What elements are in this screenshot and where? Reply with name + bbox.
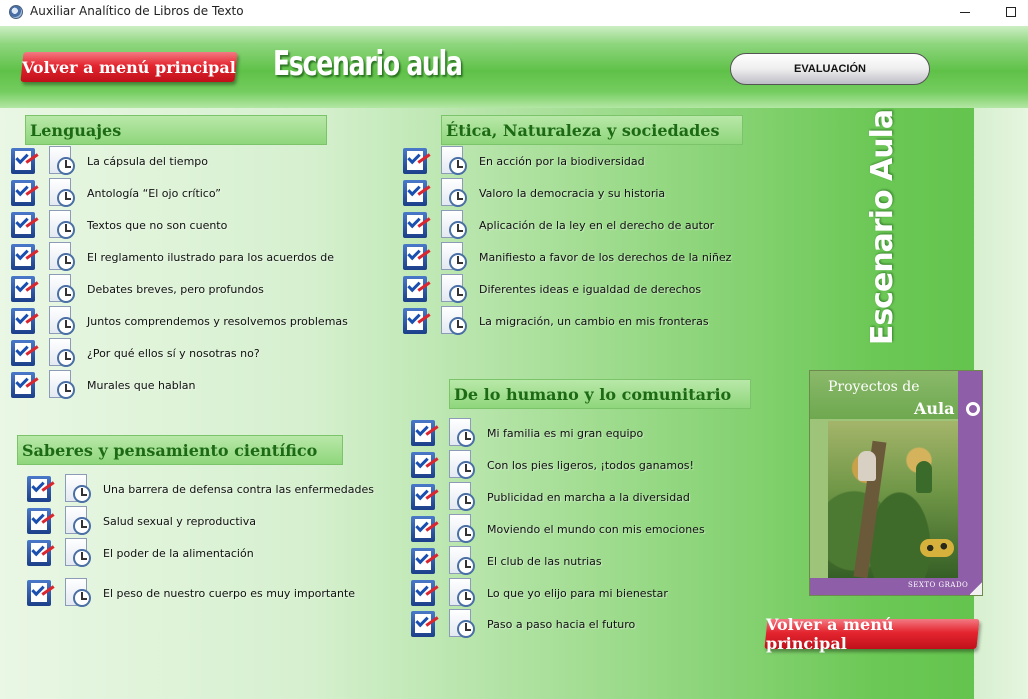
section-header-etica: Ética, Naturaleza y sociedades (441, 115, 743, 145)
evaluation-check-icon[interactable] (401, 242, 431, 272)
activity-item-label: Lo que yo elijo para mi bienestar (487, 586, 668, 600)
cover-illustration (828, 421, 958, 578)
activity-item[interactable] (9, 177, 221, 209)
evaluation-check-icon[interactable] (401, 306, 431, 336)
activity-item[interactable] (401, 241, 731, 273)
window-titlebar (0, 0, 1028, 24)
activity-item-label: La migración, un cambio en mis fronteras (479, 314, 709, 328)
activity-item[interactable] (409, 577, 668, 609)
evaluation-check-icon[interactable] (9, 242, 39, 272)
evaluation-check-icon[interactable] (409, 578, 439, 608)
timed-document-icon[interactable] (439, 145, 469, 177)
timed-document-icon[interactable] (439, 273, 469, 305)
evaluation-check-icon[interactable] (401, 146, 431, 176)
back-to-main-menu-button[interactable] (20, 52, 237, 82)
evaluation-check-icon[interactable] (9, 210, 39, 240)
evaluation-check-icon[interactable] (9, 338, 39, 368)
back-button-bottom-label: Volver a menú principal (766, 615, 894, 653)
activity-item-label: Valoro la democracia y su historia (479, 186, 666, 200)
back-button-label: Volver a menú principal (22, 57, 236, 77)
activity-item-label: Una barrera de defensa contra las enfermedades (103, 482, 374, 496)
activity-item[interactable] (409, 481, 690, 513)
timed-document-icon[interactable] (63, 537, 93, 569)
timed-document-icon[interactable] (63, 473, 93, 505)
activity-item[interactable] (9, 369, 195, 401)
timed-document-icon[interactable] (47, 273, 77, 305)
activity-item[interactable] (409, 545, 602, 577)
timed-document-icon[interactable] (63, 577, 93, 609)
activity-item[interactable] (401, 273, 701, 305)
activity-item[interactable] (9, 305, 348, 337)
activity-item-label: Salud sexual y reproductiva (103, 514, 256, 528)
activity-item[interactable] (9, 145, 208, 177)
activity-item-label: Textos que no son cuento (87, 218, 228, 232)
timed-document-icon[interactable] (47, 209, 77, 241)
timed-document-icon[interactable] (447, 608, 477, 640)
evaluation-button[interactable]: EVALUACIÓN (730, 53, 930, 85)
evaluation-check-icon[interactable] (409, 514, 439, 544)
timed-document-icon[interactable] (447, 513, 477, 545)
timed-document-icon[interactable] (439, 177, 469, 209)
activity-item-label: El reglamento ilustrado para los acuerdos de (87, 250, 334, 264)
section-header-saberes: Saberes y pensamiento científico (17, 435, 343, 465)
evaluation-check-icon[interactable] (25, 506, 55, 536)
evaluation-check-icon[interactable] (409, 418, 439, 448)
timed-document-icon[interactable] (47, 145, 77, 177)
activity-item[interactable] (401, 177, 665, 209)
timed-document-icon[interactable] (47, 369, 77, 401)
activity-item[interactable] (25, 577, 355, 609)
activity-item[interactable] (409, 513, 705, 545)
timed-document-icon[interactable] (47, 305, 77, 337)
activity-item-label: El poder de la alimentación (103, 546, 254, 560)
activity-item-label: Murales que hablan (87, 378, 196, 392)
cover-title-line1: Proyectos de (828, 379, 920, 395)
evaluation-check-icon[interactable] (25, 578, 55, 608)
back-to-main-menu-button-bottom[interactable] (764, 615, 979, 653)
activity-item-label: Diferentes ideas e igualdad de derechos (479, 282, 702, 296)
evaluation-check-icon[interactable] (25, 538, 55, 568)
evaluation-check-icon[interactable] (409, 546, 439, 576)
timed-document-icon[interactable] (447, 449, 477, 481)
activity-item[interactable] (9, 241, 334, 273)
evaluation-check-icon[interactable] (9, 370, 39, 400)
evaluation-check-icon[interactable] (9, 306, 39, 336)
activity-item-label: Moviendo el mundo con mis emociones (487, 522, 705, 536)
activity-item-label: Aplicación de la ley en el derecho de autor (479, 218, 715, 232)
minimize-icon (960, 12, 970, 13)
timed-document-icon[interactable] (47, 337, 77, 369)
activity-item[interactable] (409, 608, 635, 640)
section-header-humano: De lo humano y lo comunitario (449, 379, 751, 409)
timed-document-icon[interactable] (47, 241, 77, 273)
evaluation-check-icon[interactable] (409, 450, 439, 480)
jaguar-figure (920, 539, 954, 557)
book-cover[interactable] (809, 370, 983, 596)
activity-item[interactable] (401, 209, 714, 241)
activity-item[interactable] (409, 449, 694, 481)
child-figure (916, 461, 932, 493)
evaluation-check-icon[interactable] (25, 474, 55, 504)
evaluation-check-icon[interactable] (401, 210, 431, 240)
section-header-lenguajes: Lenguajes (25, 115, 327, 145)
activity-item-label: Publicidad en marcha a la diversidad (487, 490, 690, 504)
activity-item[interactable] (9, 337, 260, 369)
window-title: Auxiliar Analítico de Libros de Texto (30, 4, 244, 18)
cover-title-line2: Aula (914, 399, 955, 418)
evaluation-check-icon[interactable] (9, 178, 39, 208)
activity-item-label: Manifiesto a favor de los derechos de la niñez (479, 250, 732, 264)
evaluation-check-icon[interactable] (409, 609, 439, 639)
activity-item-label: El peso de nuestro cuerpo es muy importante (103, 586, 356, 600)
activity-item-label: Mi familia es mi gran equipo (487, 426, 644, 440)
activity-item-label: En acción por la biodiversidad (479, 154, 645, 168)
side-title (855, 109, 911, 345)
timed-document-icon[interactable] (447, 481, 477, 513)
activity-item-label: La cápsula del tiempo (87, 154, 208, 168)
maximize-icon (1006, 7, 1016, 17)
timed-document-icon[interactable] (447, 577, 477, 609)
page-title: Escenario aula (273, 44, 462, 84)
activity-item[interactable] (25, 505, 256, 537)
activity-item-label: ¿Por qué ellos sí y nosotras no? (87, 346, 260, 360)
activity-item[interactable] (9, 273, 264, 305)
cover-grade: SEXTO GRADO (908, 581, 969, 589)
activity-item[interactable] (25, 473, 374, 505)
activity-item-label: Antología “El ojo crítico” (87, 186, 221, 200)
cover-corner (970, 581, 982, 595)
timed-document-icon[interactable] (439, 209, 469, 241)
app-icon (9, 5, 23, 19)
activity-item[interactable] (409, 417, 643, 449)
cover-logo-icon (966, 402, 980, 416)
activity-item[interactable] (401, 305, 709, 337)
evaluation-check-icon[interactable] (401, 178, 431, 208)
maximize-button[interactable] (988, 0, 1028, 24)
evaluation-check-icon[interactable] (9, 146, 39, 176)
activity-item-label: Juntos comprendemos y resolvemos problemas (87, 314, 348, 328)
activity-item-label: Con los pies ligeros, ¡todos ganamos! (487, 458, 694, 472)
evaluation-check-icon[interactable] (401, 274, 431, 304)
activity-item-label: Paso a paso hacia el futuro (487, 617, 636, 631)
activity-item[interactable] (25, 537, 254, 569)
activity-item-label: El club de las nutrias (487, 554, 602, 568)
timed-document-icon[interactable] (439, 305, 469, 337)
timed-document-icon[interactable] (63, 505, 93, 537)
timed-document-icon[interactable] (447, 417, 477, 449)
evaluation-check-icon[interactable] (9, 274, 39, 304)
timed-document-icon[interactable] (439, 241, 469, 273)
timed-document-icon[interactable] (447, 545, 477, 577)
side-title-text: Escenario Aula (865, 109, 901, 345)
activity-item[interactable] (9, 209, 227, 241)
minimize-button[interactable] (942, 0, 988, 24)
evaluation-check-icon[interactable] (409, 482, 439, 512)
activity-item[interactable] (401, 145, 645, 177)
activity-item-label: Debates breves, pero profundos (87, 282, 264, 296)
timed-document-icon[interactable] (47, 177, 77, 209)
child-figure (858, 451, 876, 481)
